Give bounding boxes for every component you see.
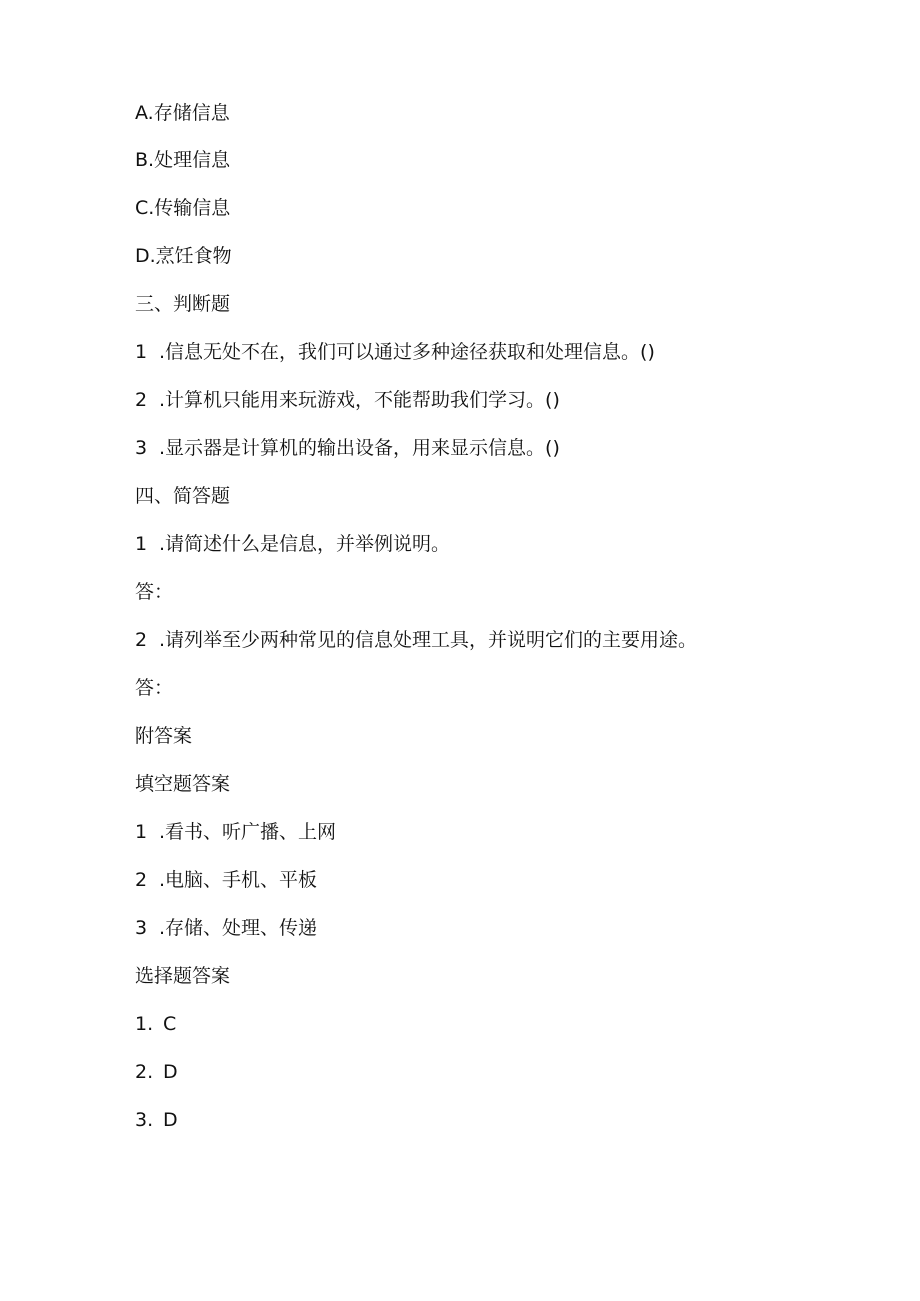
short-answer-question-1 bbox=[135, 531, 450, 557]
true-false-item-2 bbox=[135, 387, 560, 413]
fill-answer-1 bbox=[135, 819, 336, 845]
item-text: .请列举至少两种常见的信息处理工具，并说明它们的主要用途。 bbox=[159, 629, 698, 651]
true-false-item-3 bbox=[135, 435, 560, 461]
answer-label-2: 答： bbox=[135, 677, 174, 699]
item-text: .显示器是计算机的输出设备，用来显示信息。() bbox=[159, 437, 560, 459]
item-text: C bbox=[163, 1013, 177, 1035]
section-heading-short-answer: 四、简答题 bbox=[135, 485, 231, 507]
item-number: 3. bbox=[135, 1109, 154, 1131]
item-text: .看书、听广播、上网 bbox=[159, 821, 337, 843]
option-a: A.存储信息 bbox=[135, 102, 230, 124]
item-number: 2 bbox=[135, 869, 148, 891]
item-number: 1 bbox=[135, 341, 148, 363]
item-number: 3 bbox=[135, 437, 148, 459]
item-number: 2 bbox=[135, 629, 148, 651]
item-number: 3 bbox=[135, 917, 148, 939]
item-text: .请简述什么是信息，并举例说明。 bbox=[159, 533, 451, 555]
item-text: .存储、处理、传递 bbox=[159, 917, 318, 939]
item-number: 2. bbox=[135, 1061, 154, 1083]
item-text: D bbox=[163, 1061, 178, 1083]
short-answer-question-2 bbox=[135, 627, 697, 653]
fill-answers-heading: 填空题答案 bbox=[135, 773, 231, 795]
option-b: B.处理信息 bbox=[135, 149, 231, 171]
item-text: .信息无处不在，我们可以通过多种途径获取和处理信息。() bbox=[159, 341, 655, 363]
answer-label-1: 答： bbox=[135, 581, 174, 603]
option-c: C.传输信息 bbox=[135, 197, 231, 219]
item-text: .电脑、手机、平板 bbox=[159, 869, 318, 891]
section-heading-true-false: 三、判断题 bbox=[135, 293, 231, 315]
option-d: D.烹饪食物 bbox=[135, 245, 232, 267]
item-number: 1. bbox=[135, 1013, 154, 1035]
fill-answer-2 bbox=[135, 867, 317, 893]
fill-answer-3 bbox=[135, 915, 317, 941]
appendix-heading: 附答案 bbox=[135, 725, 193, 747]
item-number: 1 bbox=[135, 821, 148, 843]
item-number: 2 bbox=[135, 389, 148, 411]
choice-answer-1 bbox=[135, 1011, 176, 1037]
item-text: D bbox=[163, 1109, 178, 1131]
item-number: 1 bbox=[135, 533, 148, 555]
true-false-item-1 bbox=[135, 339, 655, 365]
choice-answer-3 bbox=[135, 1107, 178, 1133]
choice-answers-heading: 选择题答案 bbox=[135, 965, 231, 987]
choice-answer-2 bbox=[135, 1059, 178, 1085]
item-text: .计算机只能用来玩游戏，不能帮助我们学习。() bbox=[159, 389, 560, 411]
